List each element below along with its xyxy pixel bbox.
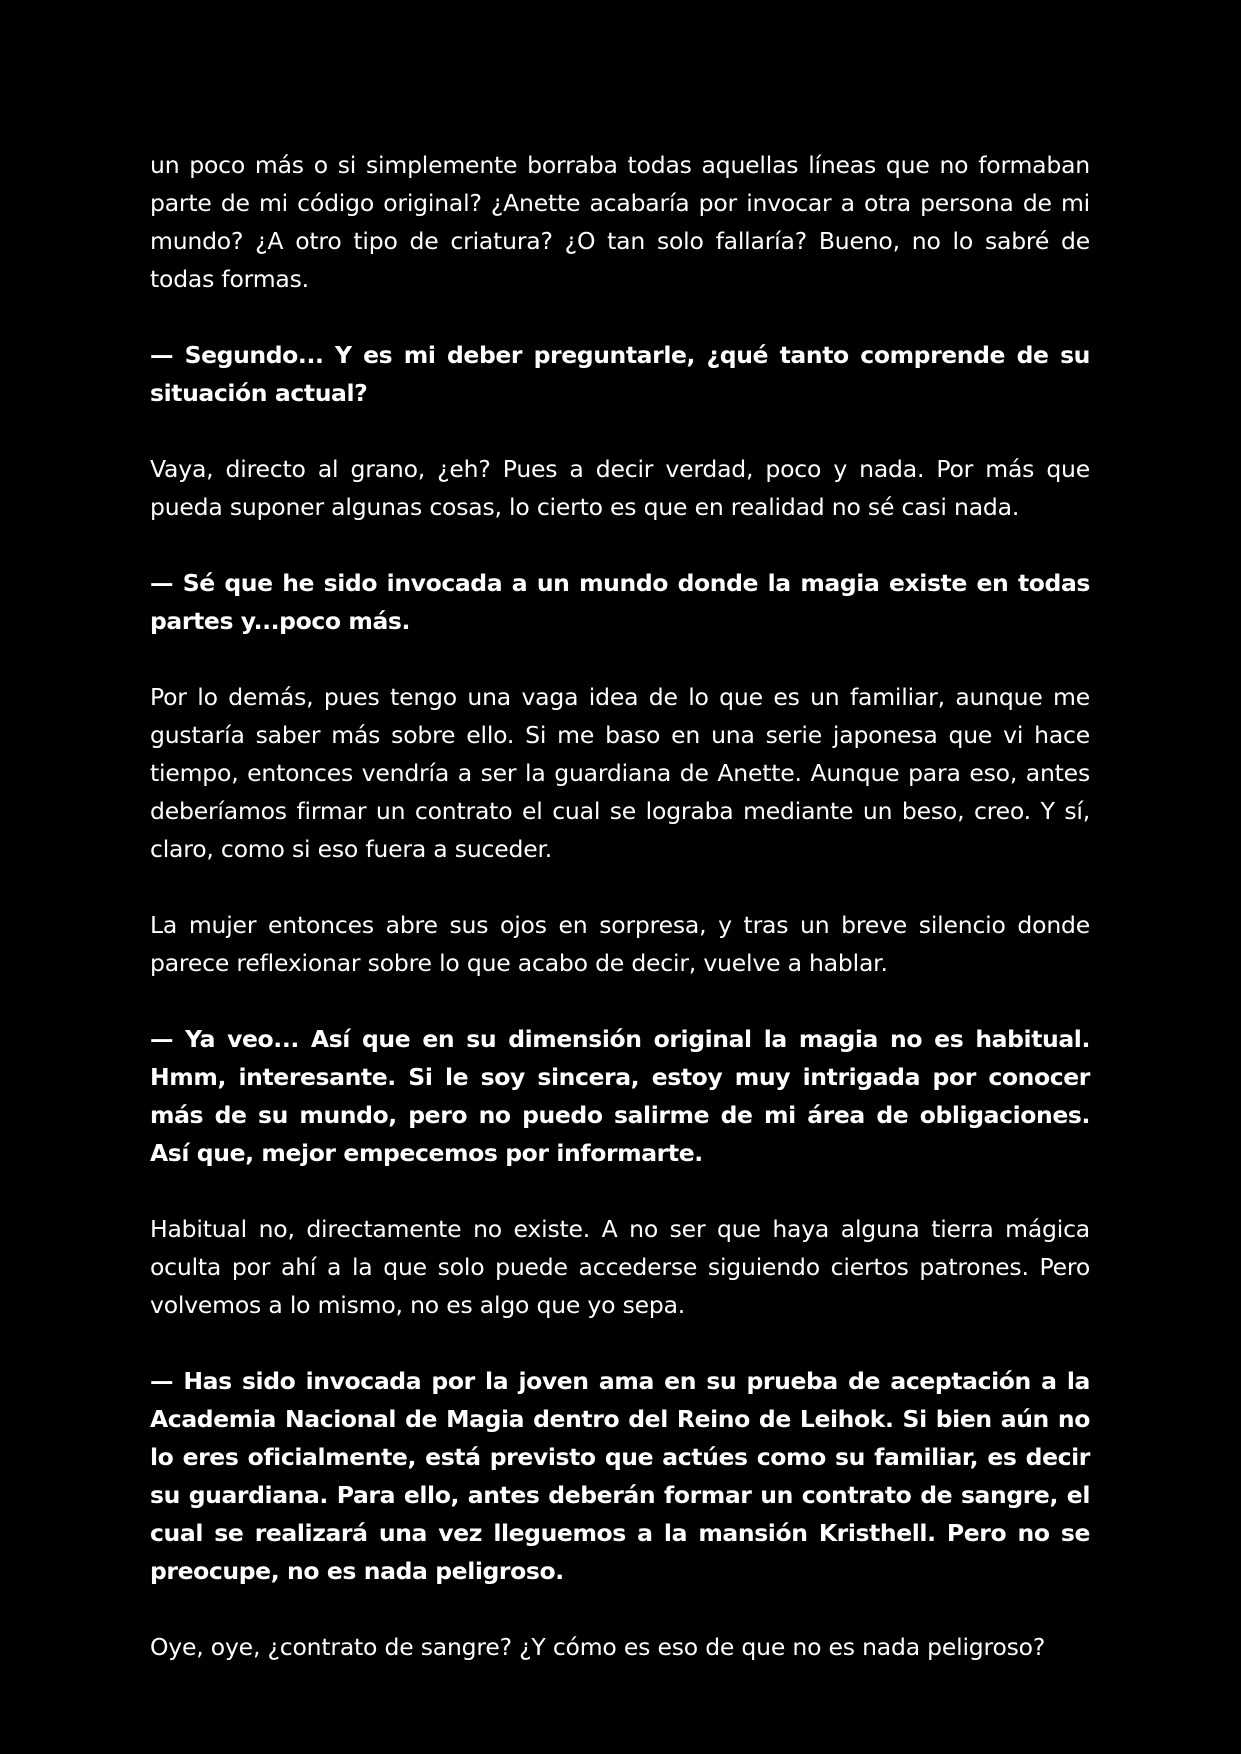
paragraph-narration-2: Vaya, directo al grano, ¿eh? Pues a decir verdad, poco y nada. Por más que pueda suponer algunas cosas, lo cierto es que en realidad no sé casi nada. xyxy=(150,455,1090,521)
paragraph-dialogue-3: — Ya veo... Así que en su dimensión original la magia no es habitual. Hmm, interesante. Si le soy sincera, estoy muy intrigada por conocer más de su mundo, pero no puedo salirme de mi área de obligaciones. Así que, mejor empecemos por informarte. xyxy=(150,1025,1090,1167)
paragraph-dialogue-2: — Sé que he sido invocada a un mundo donde la magia existe en todas partes y...poco más. xyxy=(150,569,1090,635)
paragraph-narration-1: un poco más o si simplemente borraba todas aquellas líneas que no formaban parte de mi código original? ¿Anette acabaría por invocar a otra persona de mi mundo? ¿A otro tipo de criatura? ¿O tan solo fallaría? Bueno, no lo sabré de todas formas. xyxy=(150,151,1090,293)
document-page xyxy=(150,146,1090,1666)
paragraph-dialogue-1: — Segundo... Y es mi deber preguntarle, ¿qué tanto comprende de su situación actual? xyxy=(150,341,1090,407)
paragraph-narration-5: Habitual no, directamente no existe. A no ser que haya alguna tierra mágica oculta por ahí a la que solo puede accederse siguiendo ciertos patrones. Pero volvemos a lo mismo, no es algo que yo sepa. xyxy=(150,1215,1090,1319)
paragraph-dialogue-4: — Has sido invocada por la joven ama en su prueba de aceptación a la Academia Nacional de Magia dentro del Reino de Leihok. Si bien aún no lo eres oficialmente, está previsto que actúes como su familiar, es decir su guardiana. Para ello, antes deberán formar un contrato de sangre, el cual se realizará una vez lleguemos a la mansión Kristhell. Pero no se preocupe, no es nada peligroso. xyxy=(150,1367,1090,1585)
paragraph-narration-3: Por lo demás, pues tengo una vaga idea de lo que es un familiar, aunque me gustaría saber más sobre ello. Si me baso en una serie japonesa que vi hace tiempo, entonces vendría a ser la guardiana de Anette. Aunque para eso, antes deberíamos firmar un contrato el cual se lograba mediante un beso, creo. Y sí, claro, como si eso fuera a suceder. xyxy=(150,683,1090,863)
paragraph-narration-4: La mujer entonces abre sus ojos en sorpresa, y tras un breve silencio donde parece reflexionar sobre lo que acabo de decir, vuelve a hablar. xyxy=(150,911,1090,977)
paragraph-narration-6: Oye, oye, ¿contrato de sangre? ¿Y cómo es eso de que no es nada peligroso? xyxy=(150,1633,1046,1661)
